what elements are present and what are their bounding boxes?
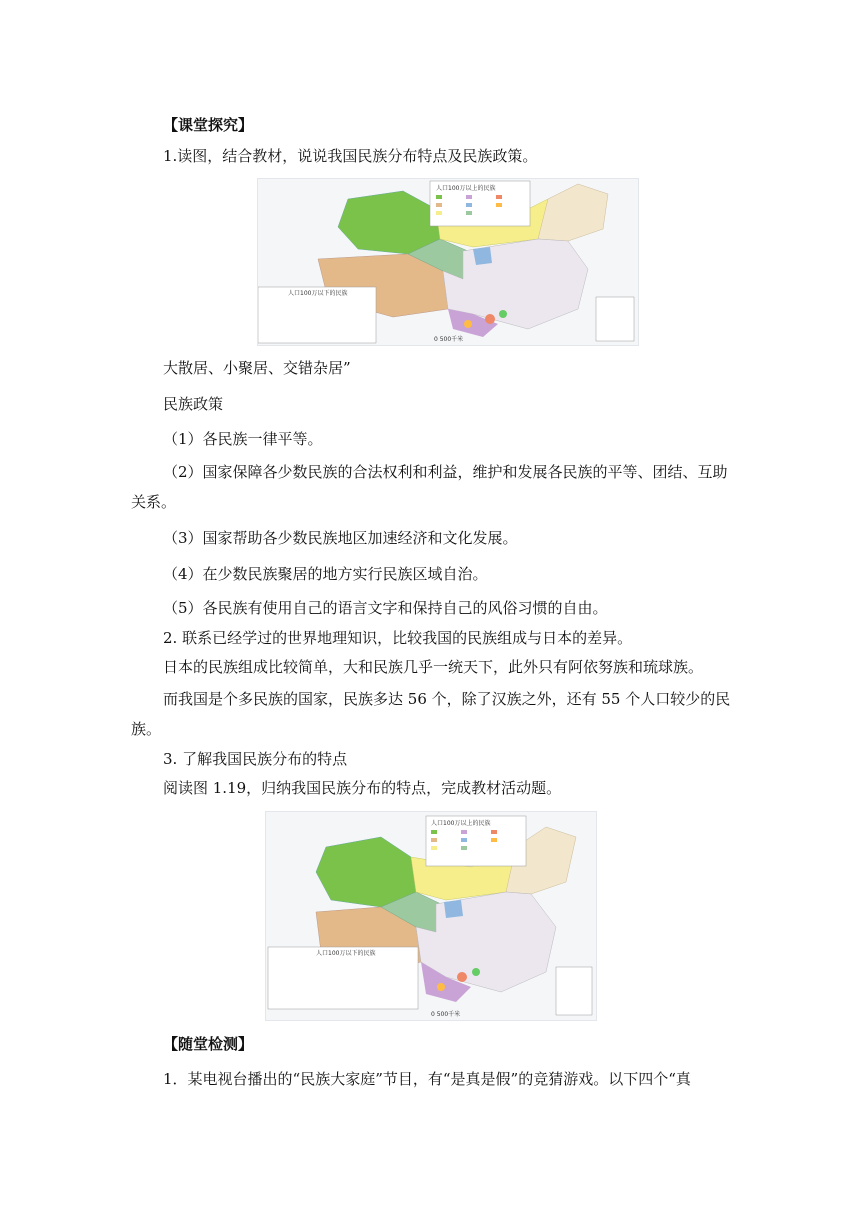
question-1: 1.读图，结合教材，说说我国民族分布特点及民族政策。 — [163, 147, 538, 165]
question-3: 3. 了解我国民族分布的特点 — [163, 750, 348, 768]
section1-title: 【课堂探究】 — [163, 116, 254, 134]
q2-answer-1: 日本的民族组成比较简单，大和民族几乎一统天下，此外只有阿依努族和琉球族。 — [163, 658, 704, 676]
question-2: 2. 联系已经学过的世界地理知识，比较我国的民族组成与日本的差异。 — [163, 629, 633, 647]
svg-text:人口100万以下的民族: 人口100万以下的民族 — [316, 950, 376, 957]
svg-text:人口100万以上的民族: 人口100万以上的民族 — [431, 820, 491, 827]
svg-text:0 500千米: 0 500千米 — [434, 336, 464, 343]
map1-region-ningxia — [473, 247, 492, 265]
policy-heading: 民族政策 — [163, 395, 224, 413]
svg-text:人口100万以下的民族: 人口100万以下的民族 — [288, 290, 348, 297]
policy-4: （4）在少数民族聚居的地方实行民族区域自治。 — [163, 565, 488, 583]
q2-answer-2a: 而我国是个多民族的国家，民族多达 56 个，除了汉族之外，还有 55 个人口较少的民 — [163, 690, 731, 708]
map1-region-xinjiang — [338, 191, 440, 254]
map2-inset-south-sea — [556, 967, 592, 1015]
policy-5: （5）各民族有使用自己的语言文字和保持自己的风俗习惯的自由。 — [163, 599, 608, 617]
section2-title: 【随堂检测】 — [163, 1035, 254, 1053]
q3-text: 阅读图 1.19，归纳我国民族分布的特点，完成教材活动题。 — [163, 779, 562, 797]
policy-2b: 关系。 — [131, 493, 177, 511]
ethnic-map-2 — [265, 811, 597, 1021]
policy-2a: （2）国家保障各少数民族的合法权利和利益，维护和发展各民族的平等、团结、互助 — [163, 463, 728, 481]
map2-region-ningxia — [444, 900, 463, 918]
ethnic-map-1 — [257, 178, 639, 346]
map1-inset-south-sea — [596, 297, 634, 341]
svg-text:0 500千米: 0 500千米 — [431, 1011, 461, 1018]
svg-text:人口100万以上的民族: 人口100万以上的民族 — [436, 185, 496, 192]
map1-region-northeast — [538, 184, 608, 241]
map2-region-xinjiang — [316, 837, 416, 907]
policy-3: （3）国家帮助各少数民族地区加速经济和文化发展。 — [163, 529, 518, 547]
q2-answer-2b: 族。 — [131, 720, 162, 738]
policy-1: （1）各民族一律平等。 — [163, 430, 323, 448]
test-question-1: 1．某电视台播出的“民族大家庭”节目，有“是真是假”的竞猜游戏。以下四个“真 — [163, 1070, 691, 1088]
distribution-answer: 大散居、小聚居、交错杂居” — [163, 359, 351, 377]
